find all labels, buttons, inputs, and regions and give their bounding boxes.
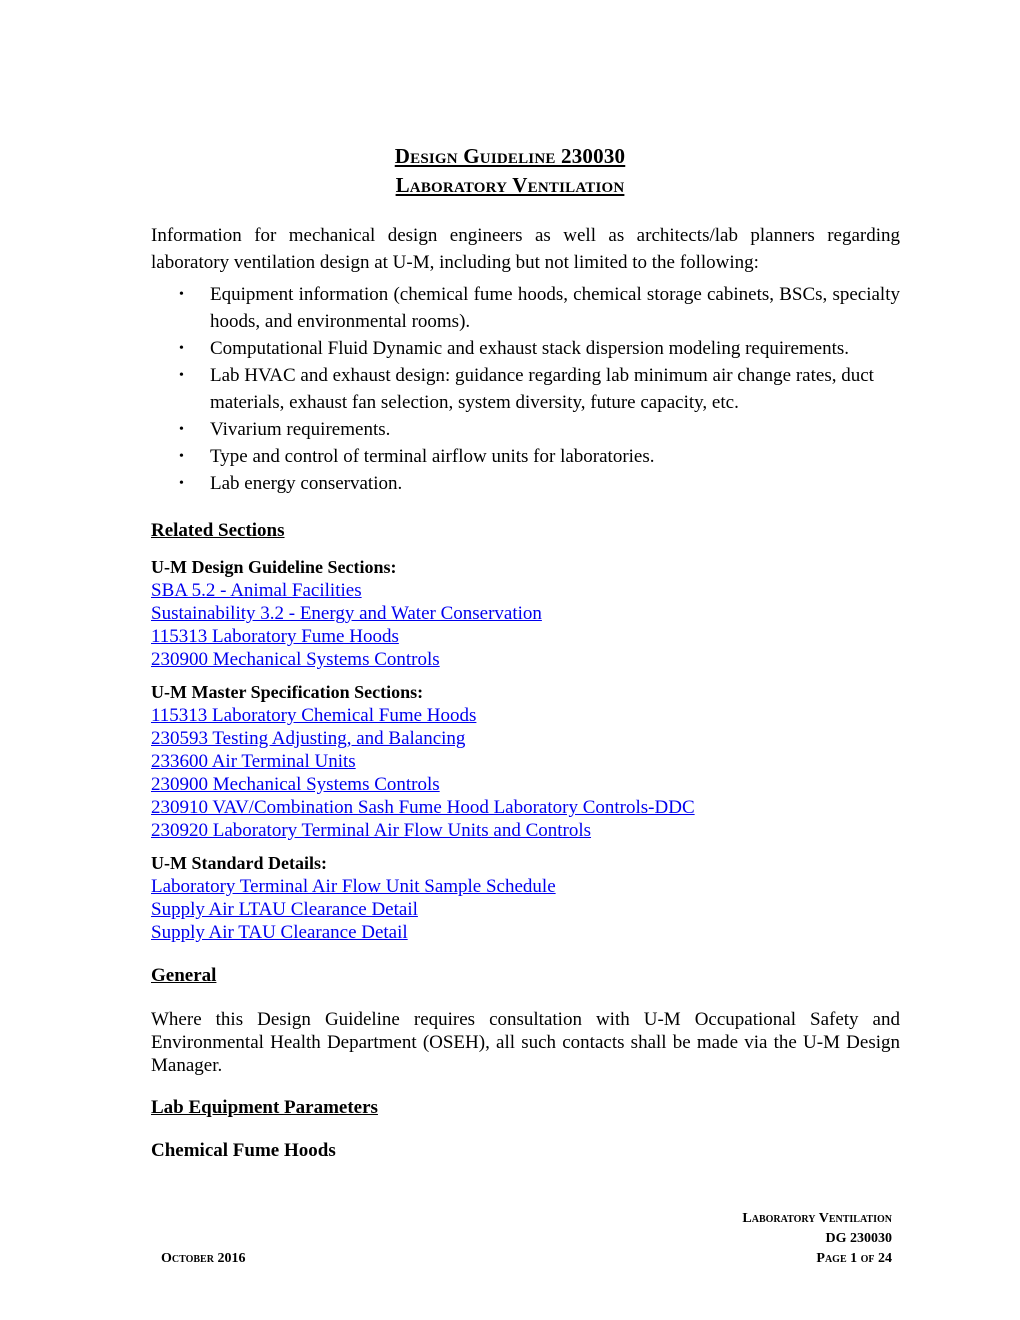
link-lab-fume-hoods[interactable]: 115313 Laboratory Fume Hoods xyxy=(151,626,399,647)
link-sustainability-energy[interactable]: Sustainability 3.2 - Energy and Water Conservation xyxy=(151,603,542,624)
bullet-icon: • xyxy=(179,449,184,464)
general-heading: General xyxy=(151,965,217,986)
link-testing-balancing[interactable]: 230593 Testing Adjusting, and Balancing xyxy=(151,728,466,749)
document-title: Design Guideline 230030 xyxy=(394,144,626,168)
bullet-item: • Lab HVAC and exhaust design: guidance regarding lab minimum air change rates, duct materials, exhaust fan selection, system diversity, future capacity, etc. xyxy=(151,362,900,416)
bullet-item: • Equipment information (chemical fume hoods, chemical storage cabinets, BSCs, specialty hoods, and environmental rooms). xyxy=(151,281,900,335)
link-terminal-airflow-controls[interactable]: 230920 Laboratory Terminal Air Flow Units and Controls xyxy=(151,820,592,841)
bullet-icon: • xyxy=(179,368,184,383)
related-sections-heading: Related Sections xyxy=(151,520,285,541)
details-links xyxy=(151,875,556,944)
link-mechanical-controls[interactable]: 230900 Mechanical Systems Controls xyxy=(151,649,440,670)
link-air-terminal-units[interactable]: 233600 Air Terminal Units xyxy=(151,751,356,772)
chemical-fume-hoods-heading: Chemical Fume Hoods xyxy=(151,1140,336,1161)
lab-equipment-heading: Lab Equipment Parameters xyxy=(151,1097,378,1118)
spec-sections-label: U-M Master Specification Sections: xyxy=(151,682,424,702)
footer-code: DG 230030 xyxy=(825,1231,892,1246)
general-paragraph: Where this Design Guideline requires consultation with U-M Occupational Safety and Environmental Health Department (OSEH), all such contacts shall be made via the U-M Design Manager. xyxy=(151,1009,900,1076)
bullet-icon: • xyxy=(179,287,184,302)
link-mechanical-controls-spec[interactable]: 230900 Mechanical Systems Controls xyxy=(151,774,440,795)
bullet-item: • Vivarium requirements. xyxy=(151,416,900,443)
link-vav-sash-controls[interactable]: 230910 VAV/Combination Sash Fume Hood Laboratory Controls-DDC xyxy=(151,797,695,818)
bullet-item: • Lab energy conservation. xyxy=(151,470,900,497)
bullet-item: • Type and control of terminal airflow units for laboratories. xyxy=(151,443,900,470)
standard-details-label: U-M Standard Details: xyxy=(151,853,327,873)
link-tau-clearance[interactable]: Supply Air TAU Clearance Detail xyxy=(151,922,408,943)
spec-links xyxy=(151,704,695,842)
footer-date: October 2016 xyxy=(161,1251,246,1266)
intro-paragraph: Information for mechanical design engineers as well as architects/lab planners regarding laboratory ventilation design at U-M, including but not limited to the following: xyxy=(151,225,900,273)
link-chemical-fume-hoods[interactable]: 115313 Laboratory Chemical Fume Hoods xyxy=(151,705,477,726)
bullet-icon: • xyxy=(179,476,184,491)
footer-title: Laboratory Ventilation xyxy=(742,1211,892,1226)
bullet-icon: • xyxy=(179,341,184,356)
scope-bullet-list xyxy=(151,281,900,497)
bullet-item: • Computational Fluid Dynamic and exhaust stack dispersion modeling requirements. xyxy=(151,335,900,362)
guideline-sections-label: U-M Design Guideline Sections: xyxy=(151,557,397,577)
footer-page-number: Page 1 of 24 xyxy=(816,1251,892,1266)
link-sample-schedule[interactable]: Laboratory Terminal Air Flow Unit Sample Schedule xyxy=(151,876,556,897)
link-sba-animal-facilities[interactable]: SBA 5.2 - Animal Facilities xyxy=(151,580,362,601)
guideline-links xyxy=(151,579,542,671)
link-ltau-clearance[interactable]: Supply Air LTAU Clearance Detail xyxy=(151,899,418,920)
bullet-icon: • xyxy=(179,422,184,437)
document-subtitle: Laboratory Ventilation xyxy=(395,173,625,197)
